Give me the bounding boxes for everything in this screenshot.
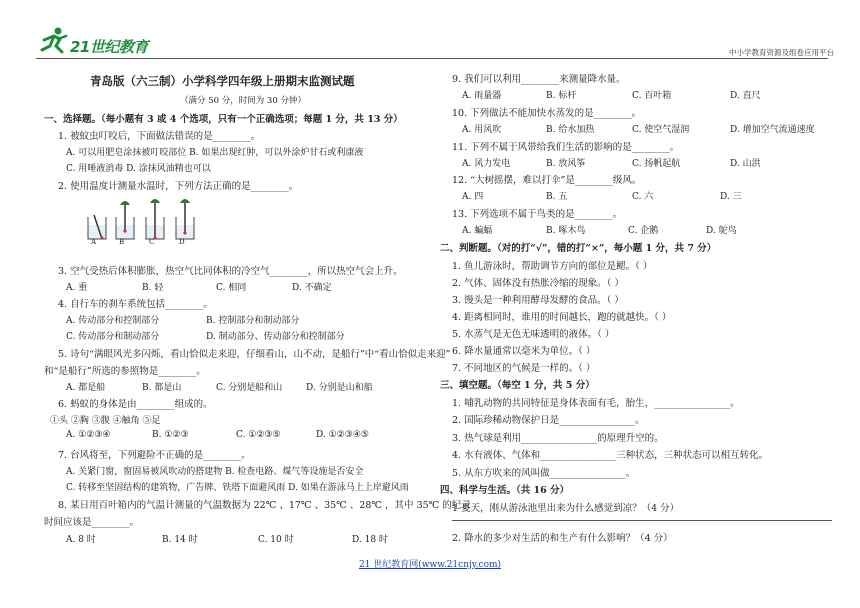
fill-3: 3. 热气球是利用________________的原理升空的。: [452, 433, 664, 444]
question-1-options-b: C. 用唾液消毒 D. 涂抹风油精也可以: [66, 164, 211, 174]
question-13: 13. 下列选项不属于鸟类的是________。: [452, 209, 623, 220]
beaker-label-c: C: [149, 238, 155, 246]
q7-options-ab: A. 关紧门窗，窗固易被风吹动的搭建物 B. 检查电路、煤气等设施是否安全: [66, 467, 364, 477]
q5-option-b: B. 都是山: [142, 383, 182, 393]
answer-line-1: [452, 520, 832, 521]
question-2: 2. 使用温度计测量水温时，下列方法正确的是________。: [58, 181, 299, 192]
question-12: 12. “大树摇摆，难以打伞”是________级风。: [452, 175, 642, 186]
life-question-2: 2. 降水的多少对生活的和生产有什么影响？（4 分）: [452, 533, 673, 544]
section-life-heading: 四、科学与生活。（共 16 分）: [440, 485, 570, 496]
q12-option-c: C. 六: [632, 192, 654, 202]
logo-text: 21世纪教育: [70, 38, 148, 56]
exam-title: 青岛版（六三制）小学科学四年级上册期末监测试题: [90, 74, 355, 88]
question-4: 4. 自行车的刹车系统包括________。: [58, 299, 213, 310]
fill-1: 1. 哺乳动物的共同特征是身体表面有毛，胎生，________________。: [452, 398, 740, 409]
q12-option-d: D. 三: [720, 192, 742, 202]
q8-option-a: A. 8 时: [66, 535, 96, 545]
question-3: 3. 空气受热后体积膨胀，热空气比同体积的冷空气________，所以热空气会上升。: [58, 266, 403, 277]
beaker-label-d: D: [179, 238, 185, 246]
judge-1: 1. 鱼儿游泳时，帮助调节方向的部位是鳃。（ ）: [452, 261, 653, 272]
q4-option-a: A. 传动部分和控制部分: [66, 316, 160, 326]
question-9: 9. 我们可以利用________来测量降水量。: [452, 74, 626, 85]
q13-option-a: A. 蝙蝠: [462, 226, 493, 236]
q3-option-b: B. 轻: [142, 283, 164, 293]
runner-logo-icon: [36, 26, 70, 56]
fill-2: 2. 国际珍稀动物保护日是________________。: [452, 415, 645, 426]
q6-parts: ①头 ②胸 ③腹 ④触角 ⑤足: [50, 416, 161, 426]
header-divider: [36, 58, 828, 59]
q4-option-b: B. 控制部分和制动部分: [206, 316, 300, 326]
question-1-options-a: A. 可以用肥皂涂抹被叮咬部位 B. 如果出现红肿，可以外涂炉甘石或利康液: [66, 148, 364, 158]
q10-option-a: A. 用风吹: [462, 125, 502, 135]
question-1: 1. 被蚊虫叮咬后，下面做法错误的是________。: [58, 131, 261, 142]
question-6: 6. 蚂蚁的身体是由________组成的。: [58, 399, 213, 410]
q8-option-b: B. 14 时: [162, 535, 198, 545]
question-5: 5. 诗句“满眼风光多闪烁，看山恰似走来迎，仔细看山，山不动，是船行”中“看山恰似走来迎”: [58, 349, 451, 360]
page-header: [0, 0, 860, 62]
site-logo: [36, 26, 156, 60]
q10-option-c: C. 使空气湿润: [632, 125, 690, 135]
q6-option-d: D. ①②③④⑤: [316, 430, 369, 440]
q7-options-cd: C. 转移至坚固结构的建筑物，广告牌、铁塔下面避风雨 D. 如果在游泳马上上岸避风雨: [66, 483, 409, 493]
q3-option-a: A. 重: [66, 283, 88, 293]
q11-option-a: A. 风力发电: [462, 159, 511, 169]
life-question-1: 1 夏天，刚从游泳池里出来为什么感觉到凉？（4 分）: [452, 503, 680, 514]
q9-option-d: D. 直尺: [730, 91, 761, 101]
q5-option-a: A. 都是船: [66, 383, 106, 393]
q8-option-c: C. 10 时: [258, 535, 294, 545]
q9-option-a: A. 雨量器: [462, 91, 502, 101]
question-10: 10. 下列做法不能加快水蒸发的是________。: [452, 108, 642, 119]
question-7: 7. 台风将至，下列避险不正确的是________。: [58, 450, 251, 461]
judge-2: 2. 气体、固体没有热胀冷缩的现象。（ ）: [452, 278, 624, 289]
platform-name: 中小学教育资源及组卷应用平台: [729, 48, 834, 57]
judge-3: 3. 馒头是一种利用酵母发酵的食品。（ ）: [452, 295, 624, 306]
q4-option-d: D. 制动部分、传动部分和控制部分: [206, 332, 345, 342]
section-judge-heading: 二、判断题。（对的打“√”，错的打“×”，每小题 1 分，共 7 分）: [440, 243, 717, 254]
exam-subtitle: （满分 50 分，时间为 30 分钟）: [180, 96, 306, 106]
q9-option-b: B. 标杆: [546, 91, 577, 101]
q13-option-d: D. 鸵鸟: [706, 226, 737, 236]
fill-4: 4. 水有液体、气体和________________三种状态，三种状态可以相互转化。: [452, 450, 769, 461]
q8-option-d: D. 18 时: [352, 535, 388, 545]
judge-4: 4. 距离相同时，谁用的时间越长，跑的就越快。（ ）: [452, 312, 672, 323]
q6-option-c: C. ①②③⑤: [236, 430, 281, 440]
q3-option-d: D. 不确定: [292, 283, 332, 293]
judge-7: 7. 不同地区的气候是一样的。（ ）: [452, 363, 596, 374]
q3-option-c: C. 相同: [216, 283, 247, 293]
q6-option-a: A. ①②③④: [66, 430, 111, 440]
judge-5: 5. 水蒸气是无色无味透明的液体。（ ）: [452, 329, 615, 340]
beaker-label-a: A: [91, 238, 97, 246]
q10-option-d: D. 增加空气流通速度: [730, 125, 815, 135]
q5-option-c: C. 分别是船和山: [216, 383, 283, 393]
question-8-cont: 时间应该是________。: [44, 517, 140, 528]
question-11: 11. 下列不属于风带给我们生活的影响的是________。: [452, 142, 680, 153]
section-choice-heading: 一、选择题。（每小题有 3 或 4 个选项，只有一个正确选项；每题 1 分，共 13 分）: [44, 114, 403, 125]
section-fill-heading: 三、填空题。（每空 1 分，共 5 分）: [440, 380, 595, 391]
q5-option-d: D. 分别是山和船: [306, 383, 373, 393]
beaker-label-b: B: [119, 238, 125, 246]
q9-option-c: C. 百叶箱: [632, 91, 672, 101]
q6-option-b: B. ①②③: [152, 430, 189, 440]
question-8: 8. 某日用百叶箱内的气温计测量的气温数据为 22℃ 、17℃ 、35℃ 、28℃ ，其中 35℃ 的纪录: [58, 500, 471, 511]
question-5-cont: 和“是船行”所选的参照物是________。: [44, 366, 206, 377]
q13-option-b: B. 啄木鸟: [546, 226, 586, 236]
q4-option-c: C. 传动部分和制动部分: [66, 332, 160, 342]
q12-option-b: B. 五: [546, 192, 568, 202]
fill-5: 5. 从东方吹来的风叫做________________。: [452, 468, 636, 479]
judge-6: 6. 降水量通常以毫米为单位。（ ）: [452, 346, 596, 357]
footer-link[interactable]: 21 世纪教育网(www.21cnjy.com): [358, 560, 502, 570]
q11-option-c: C. 扬帆起航: [632, 159, 681, 169]
q10-option-b: B. 给水加热: [546, 125, 595, 135]
q11-option-b: B. 放风筝: [546, 159, 586, 169]
q13-option-c: C. 企鹅: [628, 226, 659, 236]
q11-option-d: D. 山洪: [730, 159, 761, 169]
q12-option-a: A. 四: [462, 192, 484, 202]
